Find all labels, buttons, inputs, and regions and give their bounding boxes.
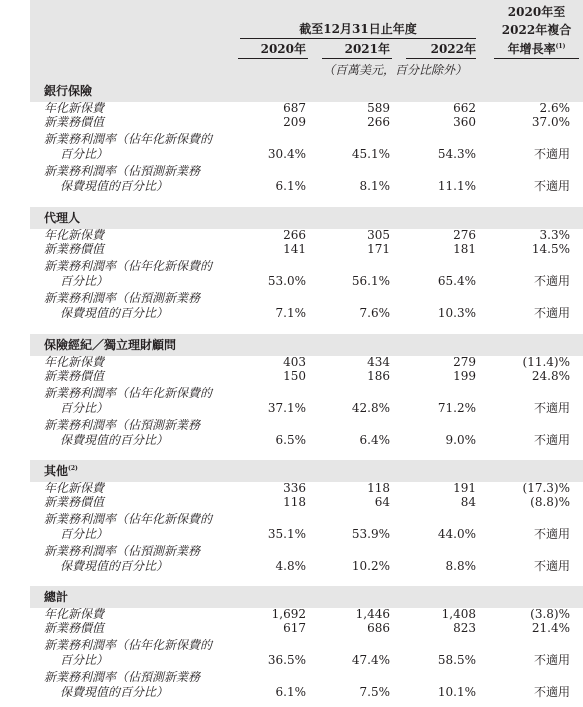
cagr-cell: 不適用 [533,527,570,541]
value-cell: 403 [283,355,306,369]
value-cell: 53.9% [351,527,390,541]
value-cell: 42.8% [351,401,390,415]
value-cell: 4.8% [275,559,306,573]
section-title-text: 總計 [44,590,69,604]
period-title: 截至12月31日止年度 [299,22,417,36]
value-cell: 56.1% [351,274,390,288]
row-label: 年化新保費 [44,228,105,242]
year-header-2021: 2021年 [344,42,390,56]
cagr-cell: 不適用 [533,559,570,573]
value-cell: 47.4% [351,653,390,667]
row-label-continued: 百分比） [60,527,109,541]
value-cell: 191 [453,481,476,495]
value-cell: 35.1% [267,527,306,541]
value-cell: 7.6% [359,306,390,320]
section-title-text: 其他 [44,464,69,478]
value-cell: 6.4% [359,433,390,447]
row-label: 新業務利潤率（佔預測新業務 [44,544,201,558]
value-cell: 7.1% [275,306,306,320]
value-cell: 118 [367,481,390,495]
section-title [44,84,92,98]
value-cell: 65.4% [437,274,476,288]
value-cell: 186 [367,369,390,383]
value-cell: 305 [367,228,390,242]
value-cell: 266 [367,115,390,129]
cagr-footnote-marker: (1) [555,43,566,50]
cagr-header-line3 [490,42,583,56]
value-cell: 10.2% [351,559,390,573]
value-cell: 7.5% [359,685,390,699]
row-label: 新業務利潤率（佔年化新保費的 [44,386,213,400]
row-label-continued: 百分比） [60,653,109,667]
year-header-2020: 2020年 [260,42,306,56]
row-label: 新業務價值 [44,242,105,256]
value-cell: 1,692 [271,607,306,621]
row-label: 年化新保費 [44,355,105,369]
cagr-cell: 14.5% [531,242,570,256]
cagr-cell: (17.3)% [522,481,570,495]
value-cell: 6.1% [275,179,306,193]
value-cell: 1,446 [355,607,390,621]
row-label: 新業務價值 [44,495,105,509]
section-title-text: 銀行保險 [44,84,93,98]
row-label-continued: 百分比） [60,401,109,415]
value-cell: 53.0% [267,274,306,288]
cagr-cell: 不適用 [533,306,570,320]
row-label: 新業務利潤率（佔年化新保費的 [44,132,213,146]
value-cell: 54.3% [437,147,476,161]
cagr-cell: 37.0% [531,115,570,129]
value-cell: 8.1% [359,179,390,193]
row-label: 年化新保費 [44,607,105,621]
section-band [30,460,583,482]
row-label: 新業務利潤率（佔年化新保費的 [44,259,213,273]
value-cell: 141 [283,242,306,256]
value-cell: 434 [367,355,390,369]
row-label-continued: 保費現值的百分比） [60,433,169,447]
cagr-cell: (3.8)% [530,607,570,621]
cagr-cell: 24.8% [531,369,570,383]
value-cell: 6.1% [275,685,306,699]
value-cell: 171 [367,242,390,256]
value-cell: 181 [453,242,476,256]
cagr-cell: 不適用 [533,179,570,193]
value-cell: 36.5% [267,653,306,667]
cagr-cell: 不適用 [533,147,570,161]
value-cell: 360 [453,115,476,129]
year-header-2022: 2022年 [430,42,476,56]
cagr-cell: 不適用 [533,274,570,288]
value-cell: 44.0% [437,527,476,541]
value-cell: 823 [453,621,476,635]
value-cell: 686 [367,621,390,635]
section-band [30,207,583,229]
row-label: 新業務利潤率（佔年化新保費的 [44,512,213,526]
value-cell: 71.2% [437,401,476,415]
year-rule-2022 [406,58,476,59]
row-label-continued: 百分比） [60,147,109,161]
row-label-continued: 保費現值的百分比） [60,179,169,193]
section-band [30,586,583,608]
value-cell: 150 [283,369,306,383]
value-cell: 30.4% [267,147,306,161]
cagr-cell: (11.4)% [522,355,570,369]
value-cell: 276 [453,228,476,242]
row-label: 新業務價值 [44,115,105,129]
cagr-cell: 不適用 [533,401,570,415]
value-cell: 279 [453,355,476,369]
value-cell: 8.8% [445,559,476,573]
value-cell: 662 [453,101,476,115]
value-cell: 84 [460,495,476,509]
row-label: 新業務價值 [44,369,105,383]
value-cell: 589 [367,101,390,115]
value-cell: 266 [283,228,306,242]
value-cell: 58.5% [437,653,476,667]
row-label-continued: 保費現值的百分比） [60,685,169,699]
row-label: 年化新保費 [44,101,105,115]
section-title [44,590,68,604]
row-label-continued: 保費現值的百分比） [60,559,169,573]
value-cell: 617 [283,621,306,635]
section-title-text: 保險經紀／獨立理財顧問 [44,338,177,352]
cagr-cell: (8.8)% [530,495,570,509]
value-cell: 45.1% [351,147,390,161]
section-title [44,211,80,225]
cagr-header-line2: 2022年複合 [501,23,572,37]
value-cell: 10.1% [437,685,476,699]
row-label: 新業務利潤率（佔預測新業務 [44,670,201,684]
row-label: 年化新保費 [44,481,105,495]
value-cell: 118 [283,495,306,509]
period-rule [240,38,476,39]
row-label: 新業務價值 [44,621,105,635]
unit-note: （百萬美元，百分比除外） [322,63,467,77]
cagr-header-line1: 2020年至 [507,5,566,19]
cagr-cell: 2.6% [539,101,570,115]
section-title-text: 代理人 [44,211,81,225]
section-band [30,80,583,102]
value-cell: 336 [283,481,306,495]
row-label: 新業務利潤率（佔年化新保費的 [44,638,213,652]
row-label-continued: 百分比） [60,274,109,288]
cagr-header-line3-text: 年增長率 [507,42,556,56]
cagr-cell: 不適用 [533,653,570,667]
cagr-rule [494,58,579,59]
cagr-cell: 3.3% [539,228,570,242]
value-cell: 11.1% [437,179,476,193]
value-cell: 687 [283,101,306,115]
value-cell: 10.3% [437,306,476,320]
cagr-cell: 不適用 [533,433,570,447]
year-rule-2021 [322,58,392,59]
value-cell: 64 [374,495,390,509]
section-title [44,464,78,478]
row-label-continued: 保費現值的百分比） [60,306,169,320]
value-cell: 37.1% [267,401,306,415]
year-rule-2020 [238,58,308,59]
row-label: 新業務利潤率（佔預測新業務 [44,418,201,432]
value-cell: 199 [453,369,476,383]
value-cell: 209 [283,115,306,129]
cagr-cell: 21.4% [531,621,570,635]
cagr-cell: 不適用 [533,685,570,699]
value-cell: 1,408 [441,607,476,621]
row-label: 新業務利潤率（佔預測新業務 [44,291,201,305]
row-label: 新業務利潤率（佔預測新業務 [44,164,201,178]
value-cell: 6.5% [275,433,306,447]
value-cell: 9.0% [445,433,476,447]
section-title [44,338,176,352]
section-footnote-marker: (2) [68,465,78,472]
